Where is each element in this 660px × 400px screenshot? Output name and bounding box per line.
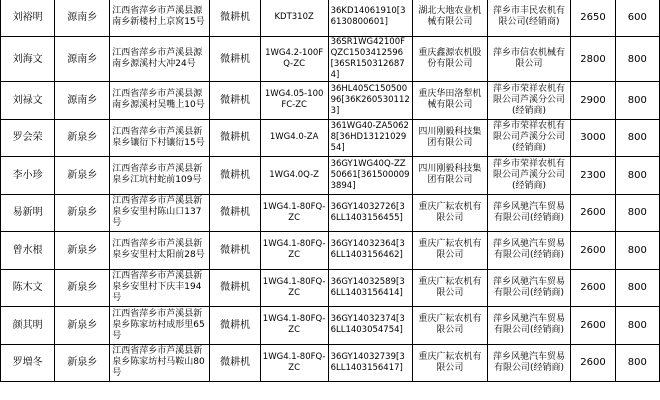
manufacturer-cell: 湖北大地农业机械有限公司 xyxy=(413,0,488,37)
address-cell: 江西省萍乡市芦溪县新泉乡安里村下庆丰194号 xyxy=(110,269,210,307)
address-cell: 江西省萍乡市芦溪县新泉乡陈家坊村马鞍山80号 xyxy=(110,344,210,382)
buyer-name-cell: 刘裕明 xyxy=(1,0,55,37)
dealer-cell: 萍乡风驰汽车贸易有限公司(经销商) xyxy=(487,269,571,307)
manufacturer-cell: 重庆广耘农机有限公司 xyxy=(413,232,488,270)
model-cell: 1WG4.1-80FQ-ZC xyxy=(260,194,328,232)
subsidy-cell: 800 xyxy=(615,82,659,120)
machine-type-cell: 微耕机 xyxy=(210,232,260,270)
township-cell: 新泉乡 xyxy=(55,232,110,270)
subsidy-cell: 800 xyxy=(615,119,659,157)
price-cell: 2800 xyxy=(571,37,615,82)
price-cell: 2600 xyxy=(571,344,615,382)
table-row xyxy=(1,269,660,307)
dealer-cell: 萍乡风驰汽车贸易有限公司(经销商) xyxy=(487,194,571,232)
manufacturer-cell: 重庆鑫源农机股份有限公司 xyxy=(413,37,488,82)
table-row xyxy=(1,0,660,37)
dealer-cell: 萍乡市信农机械有限公司 xyxy=(487,37,571,82)
buyer-name-cell: 曾水根 xyxy=(1,232,55,270)
address-cell: 江西省萍乡市芦溪县新泉乡陈家坊村成形里65号 xyxy=(110,307,210,345)
address-cell: 江西省萍乡市芦溪县新泉乡安里村陈山口137号 xyxy=(110,194,210,232)
buyer-name-cell: 刘禄文 xyxy=(1,82,55,120)
factory-code-cell: 36GY14032726[36LL1403156455] xyxy=(328,194,412,232)
township-cell: 新泉乡 xyxy=(55,269,110,307)
address-cell: 江西省萍乡市芦溪县新泉乡江坑村蛇前109号 xyxy=(110,157,210,195)
price-cell: 2650 xyxy=(571,0,615,37)
factory-code-cell: 36GY14032739[36LL1403156417] xyxy=(328,344,412,382)
subsidy-cell: 800 xyxy=(615,269,659,307)
price-cell: 2600 xyxy=(571,232,615,270)
buyer-name-cell: 罗増冬 xyxy=(1,344,55,382)
township-cell: 新泉乡 xyxy=(55,344,110,382)
township-cell: 新泉乡 xyxy=(55,119,110,157)
price-cell: 3000 xyxy=(571,119,615,157)
dealer-cell: 萍乡市丰民农机有限公司(经销商) xyxy=(487,0,571,37)
machine-type-cell: 微耕机 xyxy=(210,194,260,232)
table-body xyxy=(1,0,660,382)
table-row xyxy=(1,82,660,120)
price-cell: 2600 xyxy=(571,194,615,232)
manufacturer-cell: 四川刚毅科技集团有限公司 xyxy=(413,119,488,157)
manufacturer-cell: 重庆广耘农机有限公司 xyxy=(413,194,488,232)
township-cell: 新泉乡 xyxy=(55,157,110,195)
dealer-cell: 萍乡市荣祥农机有限公司芦溪分公司(经销商) xyxy=(487,82,571,120)
factory-code-cell: 36GY14032364[36LL1403156462] xyxy=(328,232,412,270)
subsidy-cell: 800 xyxy=(615,157,659,195)
buyer-name-cell: 颜其明 xyxy=(1,307,55,345)
manufacturer-cell: 四川刚毅科技集团有限公司 xyxy=(413,157,488,195)
subsidy-cell: 800 xyxy=(615,344,659,382)
table-row xyxy=(1,119,660,157)
address-cell: 江西省萍乡市芦溪县源南乡源溪村大冲24号 xyxy=(110,37,210,82)
township-cell: 源南乡 xyxy=(55,0,110,37)
buyer-name-cell: 李小珍 xyxy=(1,157,55,195)
factory-code-cell: 36HL405C15050096[36K2605301123] xyxy=(328,82,412,120)
model-cell: 1WG4.1-80FQ-ZC xyxy=(260,269,328,307)
machine-type-cell: 微耕机 xyxy=(210,37,260,82)
factory-code-cell: 36KD14061910[36130800601] xyxy=(328,0,412,37)
subsidy-cell: 800 xyxy=(615,307,659,345)
model-cell: 1WG4.1-80FQ-ZC xyxy=(260,344,328,382)
price-cell: 2600 xyxy=(571,269,615,307)
table-row xyxy=(1,232,660,270)
price-cell: 2300 xyxy=(571,157,615,195)
buyer-name-cell: 刘海文 xyxy=(1,37,55,82)
model-cell: 1WG4.0Q-Z xyxy=(260,157,328,195)
table-row xyxy=(1,344,660,382)
machine-type-cell: 微耕机 xyxy=(210,307,260,345)
model-cell: 1WG4.1-80FQ-ZC xyxy=(260,232,328,270)
dealer-cell: 萍乡市荣祥农机有限公司芦溪分公司(经销商) xyxy=(487,119,571,157)
address-cell: 江西省萍乡市芦溪县新泉乡安里村太阳前28号 xyxy=(110,232,210,270)
machine-type-cell: 微耕机 xyxy=(210,157,260,195)
township-cell: 新泉乡 xyxy=(55,307,110,345)
factory-code-cell: 36GY1WG40Q-ZZ50661[3615000093894] xyxy=(328,157,412,195)
subsidy-cell: 800 xyxy=(615,232,659,270)
factory-code-cell: 36GY14032589[36LL1403156414] xyxy=(328,269,412,307)
table-row xyxy=(1,37,660,82)
model-cell: 1WG4.05-100FC-ZC xyxy=(260,82,328,120)
township-cell: 源南乡 xyxy=(55,82,110,120)
machine-type-cell: 微耕机 xyxy=(210,269,260,307)
model-cell: KDT310Z xyxy=(260,0,328,37)
subsidy-cell: 800 xyxy=(615,194,659,232)
dealer-cell: 萍乡风驰汽车贸易有限公司(经销商) xyxy=(487,232,571,270)
buyer-name-cell: 陈木文 xyxy=(1,269,55,307)
factory-code-cell: 36SR1WG42100FQZC1503412596[36SR1503126874] xyxy=(328,37,412,82)
machine-type-cell: 微耕机 xyxy=(210,119,260,157)
township-cell: 新泉乡 xyxy=(55,194,110,232)
address-cell: 江西省萍乡市芦溪县源南乡源溪村吴嘴上10号 xyxy=(110,82,210,120)
model-cell: 1WG4.0-ZA xyxy=(260,119,328,157)
dealer-cell: 萍乡风驰汽车贸易有限公司(经销商) xyxy=(487,307,571,345)
manufacturer-cell: 重庆广耘农机有限公司 xyxy=(413,344,488,382)
machine-type-cell: 微耕机 xyxy=(210,344,260,382)
machine-type-cell: 微耕机 xyxy=(210,0,260,37)
manufacturer-cell: 重庆广耘农机有限公司 xyxy=(413,269,488,307)
factory-code-cell: 361WG40-ZA50628[36HD1312102954] xyxy=(328,119,412,157)
model-cell: 1WG4.2-100FQ-ZC xyxy=(260,37,328,82)
dealer-cell: 萍乡风驰汽车贸易有限公司(经销商) xyxy=(487,344,571,382)
subsidy-cell: 800 xyxy=(615,37,659,82)
township-cell: 源南乡 xyxy=(55,37,110,82)
table-row xyxy=(1,194,660,232)
price-cell: 2600 xyxy=(571,307,615,345)
manufacturer-cell: 重庆广耘农机有限公司 xyxy=(413,307,488,345)
subsidy-cell: 600 xyxy=(615,0,659,37)
price-cell: 2900 xyxy=(571,82,615,120)
address-cell: 江西省萍乡市芦溪县新泉乡镶衍下村镶衍15号 xyxy=(110,119,210,157)
factory-code-cell: 36GY14032374[36LL1403054754] xyxy=(328,307,412,345)
table-row xyxy=(1,307,660,345)
machine-type-cell: 微耕机 xyxy=(210,82,260,120)
table-row xyxy=(1,157,660,195)
dealer-cell: 萍乡市荣祥农机有限公司芦溪分公司(经销商) xyxy=(487,157,571,195)
manufacturer-cell: 重庆华田洛犁机械有限公司 xyxy=(413,82,488,120)
address-cell: 江西省萍乡市芦溪县源南乡新楼村上京窝15号 xyxy=(110,0,210,37)
buyer-name-cell: 罗会荣 xyxy=(1,119,55,157)
model-cell: 1WG4.1-80FQ-ZC xyxy=(260,307,328,345)
buyer-name-cell: 易新明 xyxy=(1,194,55,232)
